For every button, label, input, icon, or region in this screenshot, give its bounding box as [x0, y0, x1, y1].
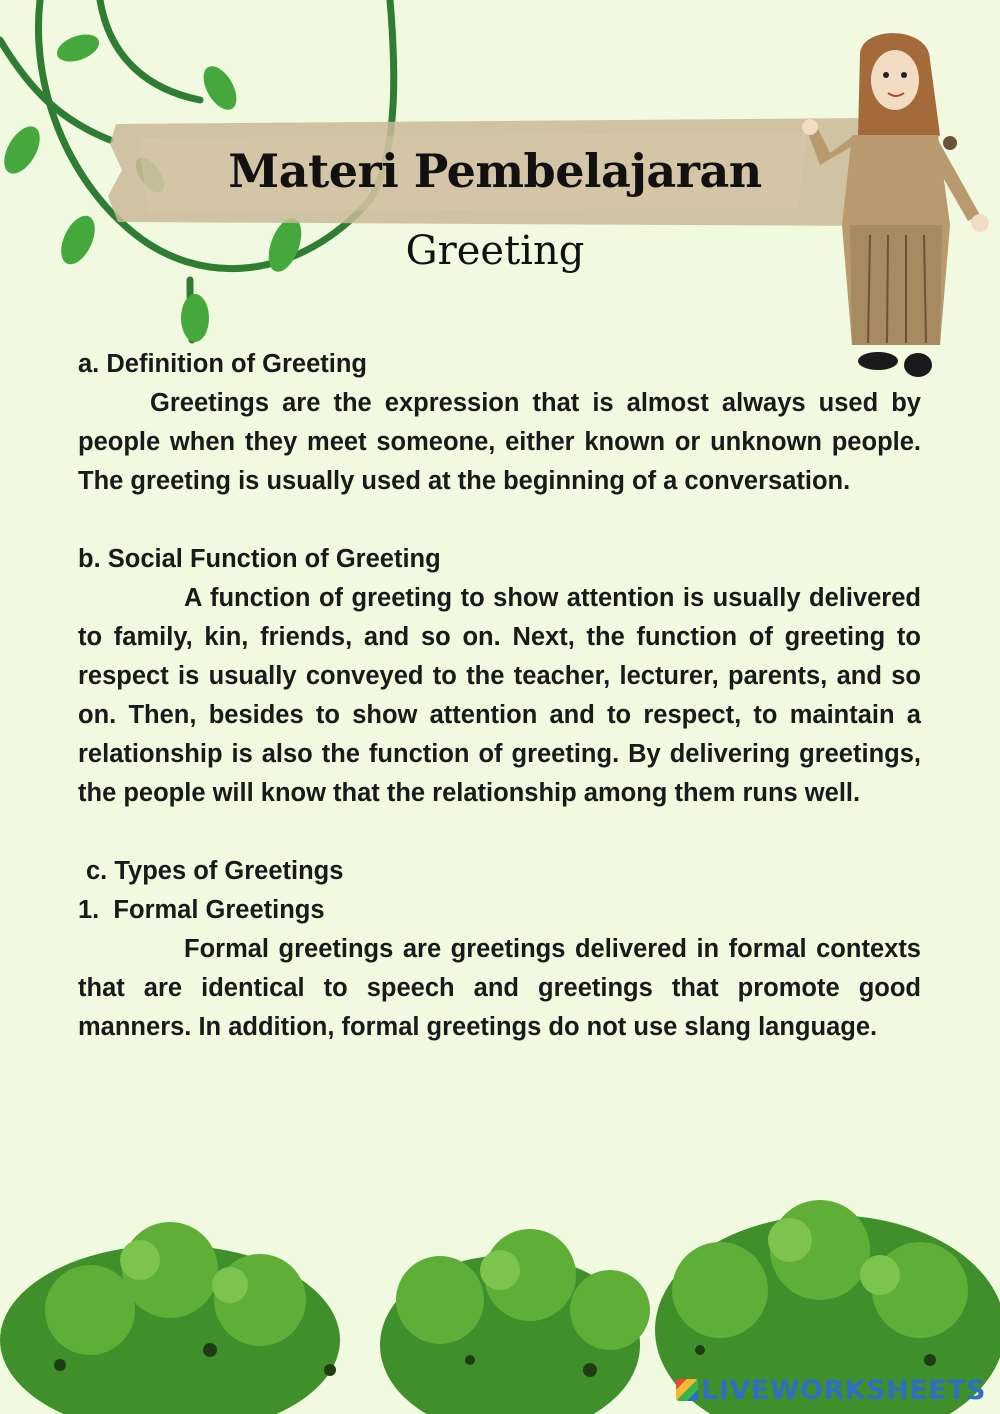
content-body [78, 345, 921, 1047]
section-c-body: Formal greetings are greetings delivered in formal contexts that are identical to speech and greetings that promote good manners. In addition, formal greetings do not use slang language. [78, 935, 921, 1041]
section-c-heading: c. Types of Greetings [86, 857, 344, 885]
section-b-body: A function of greeting to show attention is usually delivered to family, kin, friends, and so on. Next, the function of greeting to respect is usually conveyed to the teacher, lecturer, parents, and so on. Then, besides to show attention and to respect, to maintain a relationship is also the function of greeting. By delivering greetings, the people will know that the relationship among them runs well. [78, 584, 921, 807]
teacher-illustration [790, 25, 1000, 385]
liveworksheets-icon [676, 1379, 698, 1401]
watermark-text: LIVEWORKSHEETS [701, 1375, 986, 1406]
page-subtitle: Greeting [405, 228, 585, 274]
page-title: Materi Pembelajaran [228, 144, 762, 198]
section-a-body: Greetings are the expression that is almost always used by people when they meet someone, either known or unknown people. The greeting is usually used at the beginning of a conversation. [78, 389, 921, 495]
section-a-heading: a. Definition of Greeting [78, 350, 368, 378]
section-b-heading: b. Social Function of Greeting [78, 545, 441, 573]
section-c-subheading: 1. Formal Greetings [78, 896, 325, 924]
liveworksheets-logo[interactable] [676, 1375, 986, 1406]
